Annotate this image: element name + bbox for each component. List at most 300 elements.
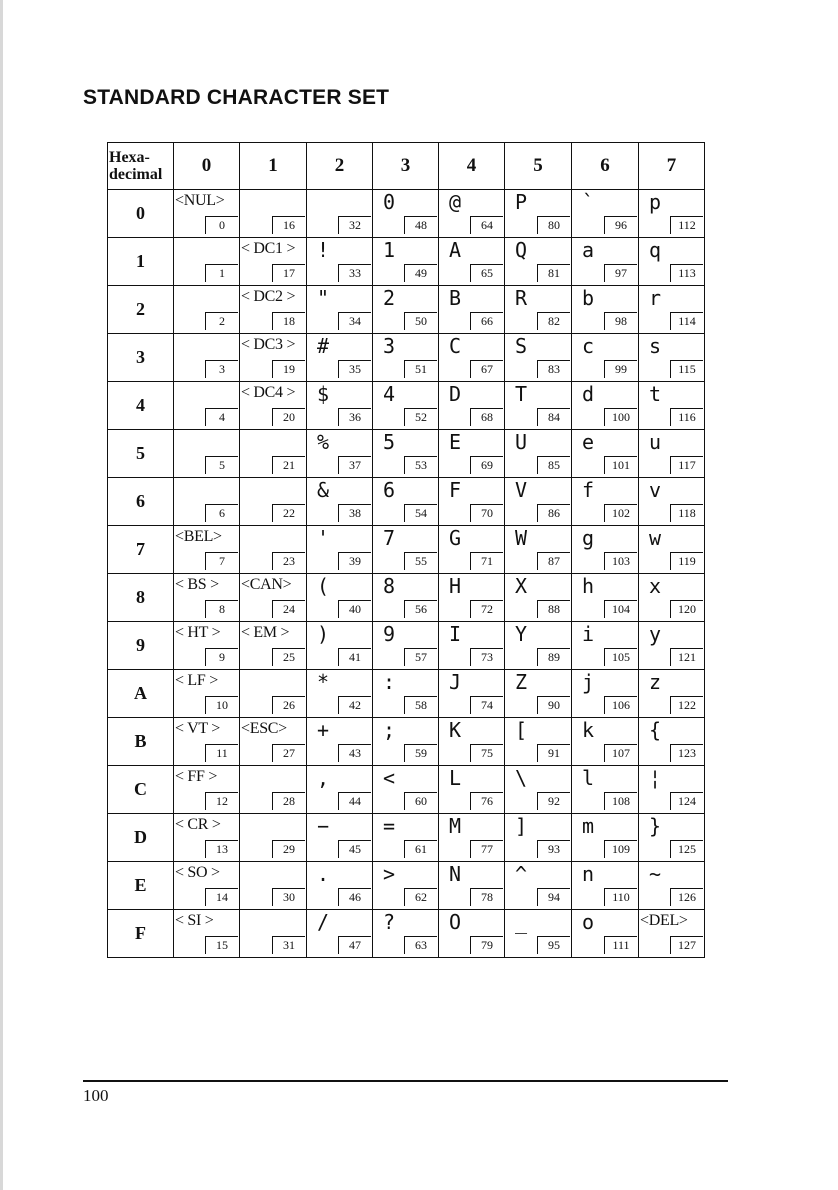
decimal-code: 86	[537, 504, 570, 522]
character-cell	[240, 574, 306, 621]
decimal-code: 33	[338, 264, 371, 282]
table-cell	[373, 238, 439, 286]
decimal-code: 97	[604, 264, 637, 282]
decimal-code: 120	[670, 600, 703, 618]
table-cell	[373, 766, 439, 814]
character-glyph: k	[582, 718, 595, 742]
character-cell	[174, 574, 239, 621]
character-glyph: ;	[383, 718, 396, 742]
character-cell	[240, 910, 306, 957]
table-cell	[373, 718, 439, 766]
character-glyph: x	[649, 574, 662, 598]
decimal-code: 68	[470, 408, 503, 426]
table-cell	[373, 910, 439, 958]
decimal-code: 124	[670, 792, 703, 810]
character-cell	[439, 526, 504, 573]
character-cell	[240, 718, 306, 765]
table-cell	[307, 718, 373, 766]
table-cell	[439, 286, 505, 334]
column-header: 5	[505, 143, 572, 190]
table-cell	[639, 670, 705, 718]
character-glyph: /	[317, 910, 330, 934]
decimal-code: 92	[537, 792, 570, 810]
decimal-code: 7	[205, 552, 238, 570]
character-glyph: S	[515, 334, 528, 358]
table-cell	[439, 430, 505, 478]
table-cell	[572, 526, 639, 574]
page-title: STANDARD CHARACTER SET	[83, 86, 390, 109]
decimal-code: 64	[470, 216, 503, 234]
control-code-label: <BEL>	[175, 528, 222, 545]
character-cell	[439, 766, 504, 813]
character-glyph: ]	[515, 814, 528, 838]
table-cell	[572, 670, 639, 718]
table-cell	[439, 574, 505, 622]
character-cell	[373, 670, 438, 717]
character-cell	[373, 910, 438, 957]
character-glyph: `	[582, 190, 595, 214]
table-cell	[240, 766, 307, 814]
table-cell	[639, 526, 705, 574]
table-cell	[240, 670, 307, 718]
character-cell	[572, 622, 638, 669]
character-cell	[505, 718, 571, 765]
table-cell	[439, 382, 505, 430]
decimal-code: 18	[272, 312, 305, 330]
decimal-code: 62	[404, 888, 437, 906]
character-glyph: t	[649, 382, 662, 406]
table-cell	[174, 286, 240, 334]
table-cell	[639, 382, 705, 430]
character-cell	[307, 382, 372, 429]
row-header: B	[108, 718, 174, 766]
control-code-label: < SO >	[175, 864, 220, 881]
character-cell	[307, 910, 372, 957]
table-cell	[174, 622, 240, 670]
character-glyph: q	[649, 238, 662, 262]
decimal-code: 119	[670, 552, 703, 570]
table-cell	[439, 334, 505, 382]
table-cell	[373, 814, 439, 862]
control-code-label: < LF >	[175, 672, 218, 689]
character-cell	[572, 574, 638, 621]
decimal-code: 107	[604, 744, 637, 762]
decimal-code: 29	[272, 840, 305, 858]
table-cell	[639, 766, 705, 814]
table-cell	[174, 238, 240, 286]
character-cell	[505, 574, 571, 621]
character-glyph: '	[317, 526, 330, 550]
character-cell	[240, 766, 306, 813]
character-glyph: C	[449, 334, 462, 358]
table-cell	[439, 190, 505, 238]
character-cell	[505, 334, 571, 381]
table-cell	[639, 238, 705, 286]
table-cell	[307, 766, 373, 814]
character-cell	[174, 238, 239, 285]
decimal-code: 28	[272, 792, 305, 810]
decimal-code: 13	[205, 840, 238, 858]
character-glyph: E	[449, 430, 462, 454]
decimal-code: 80	[537, 216, 570, 234]
character-glyph: d	[582, 382, 595, 406]
decimal-code: 54	[404, 504, 437, 522]
decimal-code: 109	[604, 840, 637, 858]
character-cell	[572, 862, 638, 909]
decimal-code: 71	[470, 552, 503, 570]
character-glyph: R	[515, 286, 528, 310]
character-cell	[639, 190, 704, 237]
row-header: 4	[108, 382, 174, 430]
decimal-code: 31	[272, 936, 305, 954]
character-cell	[572, 286, 638, 333]
decimal-code: 48	[404, 216, 437, 234]
character-cell	[240, 622, 306, 669]
character-set-table	[107, 142, 705, 958]
decimal-code: 37	[338, 456, 371, 474]
character-cell	[639, 478, 704, 525]
character-glyph: 1	[383, 238, 396, 262]
character-cell	[373, 190, 438, 237]
character-cell	[505, 526, 571, 573]
table-cell	[572, 622, 639, 670]
character-glyph: −	[317, 814, 330, 838]
character-cell	[373, 622, 438, 669]
page-number: 100	[83, 1086, 109, 1105]
table-cell	[439, 718, 505, 766]
table-cell	[240, 238, 307, 286]
character-cell	[439, 190, 504, 237]
table-cell	[505, 622, 572, 670]
character-glyph: r	[649, 286, 662, 310]
character-glyph: "	[317, 286, 330, 310]
row-header: C	[108, 766, 174, 814]
decimal-code: 45	[338, 840, 371, 858]
character-glyph: W	[515, 526, 528, 550]
character-glyph: 0	[383, 190, 396, 214]
decimal-code: 36	[338, 408, 371, 426]
character-cell	[373, 430, 438, 477]
character-glyph: =	[383, 814, 396, 838]
character-cell	[572, 238, 638, 285]
row-header: 8	[108, 574, 174, 622]
character-glyph: *	[317, 670, 330, 694]
table-cell	[373, 574, 439, 622]
decimal-code: 90	[537, 696, 570, 714]
table-cell	[572, 862, 639, 910]
column-header: 0	[174, 143, 240, 190]
character-cell	[373, 526, 438, 573]
decimal-code: 96	[604, 216, 637, 234]
control-code-label: <DEL>	[640, 912, 688, 929]
footer-rule	[83, 1080, 728, 1082]
character-glyph: u	[649, 430, 662, 454]
table-cell	[639, 190, 705, 238]
decimal-code: 74	[470, 696, 503, 714]
character-cell	[307, 814, 372, 861]
character-cell	[639, 862, 704, 909]
decimal-code: 66	[470, 312, 503, 330]
decimal-code: 52	[404, 408, 437, 426]
character-cell	[174, 766, 239, 813]
character-glyph: b	[582, 286, 595, 310]
character-cell	[373, 478, 438, 525]
corner-label-line: decimal	[109, 166, 163, 183]
table-cell	[505, 670, 572, 718]
character-glyph: p	[649, 190, 662, 214]
character-glyph: D	[449, 382, 462, 406]
character-cell	[639, 766, 704, 813]
table-cell	[505, 334, 572, 382]
character-cell	[373, 286, 438, 333]
character-cell	[572, 334, 638, 381]
decimal-code: 88	[537, 600, 570, 618]
character-cell	[174, 478, 239, 525]
character-glyph: 7	[383, 526, 396, 550]
character-cell	[639, 910, 704, 957]
character-glyph: @	[449, 190, 462, 214]
character-cell	[174, 670, 239, 717]
control-code-label: < HT >	[175, 624, 221, 641]
column-header-row	[108, 143, 705, 190]
character-cell	[439, 718, 504, 765]
character-glyph: y	[649, 622, 662, 646]
table-cell	[373, 190, 439, 238]
table-row	[108, 478, 705, 526]
character-glyph: m	[582, 814, 595, 838]
decimal-code: 104	[604, 600, 637, 618]
table-cell	[439, 814, 505, 862]
decimal-code: 103	[604, 552, 637, 570]
character-glyph: i	[582, 622, 595, 646]
decimal-code: 91	[537, 744, 570, 762]
character-glyph: .	[317, 862, 330, 886]
decimal-code: 79	[470, 936, 503, 954]
row-header: 9	[108, 622, 174, 670]
table-cell	[505, 286, 572, 334]
decimal-code: 15	[205, 936, 238, 954]
decimal-code: 69	[470, 456, 503, 474]
decimal-code: 126	[670, 888, 703, 906]
character-cell	[572, 814, 638, 861]
decimal-code: 127	[670, 936, 703, 954]
column-header: 2	[307, 143, 373, 190]
control-code-label: < FF >	[175, 768, 218, 785]
decimal-code: 3	[205, 360, 238, 378]
character-cell	[307, 622, 372, 669]
table-cell	[572, 286, 639, 334]
decimal-code: 75	[470, 744, 503, 762]
control-code-label: < VT >	[175, 720, 220, 737]
table-cell	[307, 622, 373, 670]
table-cell	[373, 430, 439, 478]
table-cell	[505, 862, 572, 910]
character-cell	[307, 526, 372, 573]
decimal-code: 4	[205, 408, 238, 426]
character-glyph: #	[317, 334, 330, 358]
decimal-code: 58	[404, 696, 437, 714]
character-cell	[240, 862, 306, 909]
table-cell	[572, 190, 639, 238]
character-cell	[572, 718, 638, 765]
table-cell	[639, 622, 705, 670]
character-cell	[439, 862, 504, 909]
character-cell	[307, 862, 372, 909]
table-cell	[439, 526, 505, 574]
character-cell	[505, 238, 571, 285]
character-cell	[639, 238, 704, 285]
character-cell	[174, 430, 239, 477]
decimal-code: 59	[404, 744, 437, 762]
character-cell	[307, 574, 372, 621]
decimal-code: 20	[272, 408, 305, 426]
decimal-code: 102	[604, 504, 637, 522]
table-cell	[505, 430, 572, 478]
character-cell	[439, 238, 504, 285]
character-glyph: :	[383, 670, 396, 694]
character-cell	[505, 190, 571, 237]
table-cell	[307, 382, 373, 430]
table-cell	[572, 334, 639, 382]
table-cell	[572, 382, 639, 430]
row-header: 6	[108, 478, 174, 526]
decimal-code: 76	[470, 792, 503, 810]
table-cell	[307, 814, 373, 862]
character-glyph: A	[449, 238, 462, 262]
character-cell	[505, 766, 571, 813]
table-cell	[307, 478, 373, 526]
decimal-code: 34	[338, 312, 371, 330]
decimal-code: 93	[537, 840, 570, 858]
decimal-code: 123	[670, 744, 703, 762]
table-row	[108, 766, 705, 814]
decimal-code: 16	[272, 216, 305, 234]
character-cell	[439, 670, 504, 717]
table-row	[108, 910, 705, 958]
decimal-code: 22	[272, 504, 305, 522]
decimal-code: 40	[338, 600, 371, 618]
table-cell	[174, 574, 240, 622]
table-cell	[373, 526, 439, 574]
decimal-code: 65	[470, 264, 503, 282]
character-cell	[572, 382, 638, 429]
character-glyph: 5	[383, 430, 396, 454]
table-cell	[439, 238, 505, 286]
table-cell	[439, 766, 505, 814]
character-glyph: $	[317, 382, 330, 406]
character-glyph: B	[449, 286, 462, 310]
character-cell	[572, 190, 638, 237]
table-cell	[373, 622, 439, 670]
table-cell	[505, 190, 572, 238]
character-glyph: c	[582, 334, 595, 358]
table-cell	[639, 718, 705, 766]
table-cell	[240, 526, 307, 574]
table-cell	[174, 430, 240, 478]
row-header: 7	[108, 526, 174, 574]
character-glyph: h	[582, 574, 595, 598]
table-cell	[307, 670, 373, 718]
character-glyph: 8	[383, 574, 396, 598]
table-cell	[639, 910, 705, 958]
table-row	[108, 862, 705, 910]
character-glyph: Q	[515, 238, 528, 262]
character-cell	[439, 622, 504, 669]
character-cell	[373, 574, 438, 621]
character-cell	[572, 478, 638, 525]
character-glyph: ?	[383, 910, 396, 934]
decimal-code: 73	[470, 648, 503, 666]
table-row	[108, 814, 705, 862]
character-cell	[174, 382, 239, 429]
decimal-code: 82	[537, 312, 570, 330]
table-cell	[572, 238, 639, 286]
character-cell	[174, 526, 239, 573]
decimal-code: 53	[404, 456, 437, 474]
table-cell	[240, 286, 307, 334]
character-cell	[439, 286, 504, 333]
column-header: 4	[439, 143, 505, 190]
decimal-code: 98	[604, 312, 637, 330]
decimal-code: 101	[604, 456, 637, 474]
decimal-code: 83	[537, 360, 570, 378]
table-cell	[240, 190, 307, 238]
decimal-code: 108	[604, 792, 637, 810]
decimal-code: 89	[537, 648, 570, 666]
character-glyph: j	[582, 670, 595, 694]
row-header: E	[108, 862, 174, 910]
decimal-code: 115	[670, 360, 703, 378]
row-header: 3	[108, 334, 174, 382]
character-glyph: v	[649, 478, 662, 502]
table-cell	[174, 718, 240, 766]
table-row	[108, 718, 705, 766]
decimal-code: 6	[205, 504, 238, 522]
decimal-code: 63	[404, 936, 437, 954]
decimal-code: 114	[670, 312, 703, 330]
character-glyph: 6	[383, 478, 396, 502]
character-cell	[505, 478, 571, 525]
table-cell	[505, 478, 572, 526]
character-glyph: F	[449, 478, 462, 502]
decimal-code: 10	[205, 696, 238, 714]
character-cell	[439, 574, 504, 621]
table-cell	[439, 910, 505, 958]
decimal-code: 41	[338, 648, 371, 666]
character-cell	[572, 910, 638, 957]
control-code-label: < BS >	[175, 576, 219, 593]
table-row	[108, 670, 705, 718]
table-cell	[373, 334, 439, 382]
table-cell	[174, 526, 240, 574]
table-cell	[639, 286, 705, 334]
character-glyph: n	[582, 862, 595, 886]
table-cell	[174, 190, 240, 238]
decimal-code: 12	[205, 792, 238, 810]
decimal-code: 87	[537, 552, 570, 570]
character-cell	[505, 670, 571, 717]
decimal-code: 44	[338, 792, 371, 810]
character-glyph: >	[383, 862, 396, 886]
character-cell	[240, 190, 306, 237]
decimal-code: 23	[272, 552, 305, 570]
character-glyph: K	[449, 718, 462, 742]
table-cell	[174, 382, 240, 430]
table-cell	[240, 862, 307, 910]
control-code-label: <CAN>	[241, 576, 292, 593]
corner-label-line: Hexa-	[109, 149, 150, 166]
table-cell	[174, 766, 240, 814]
